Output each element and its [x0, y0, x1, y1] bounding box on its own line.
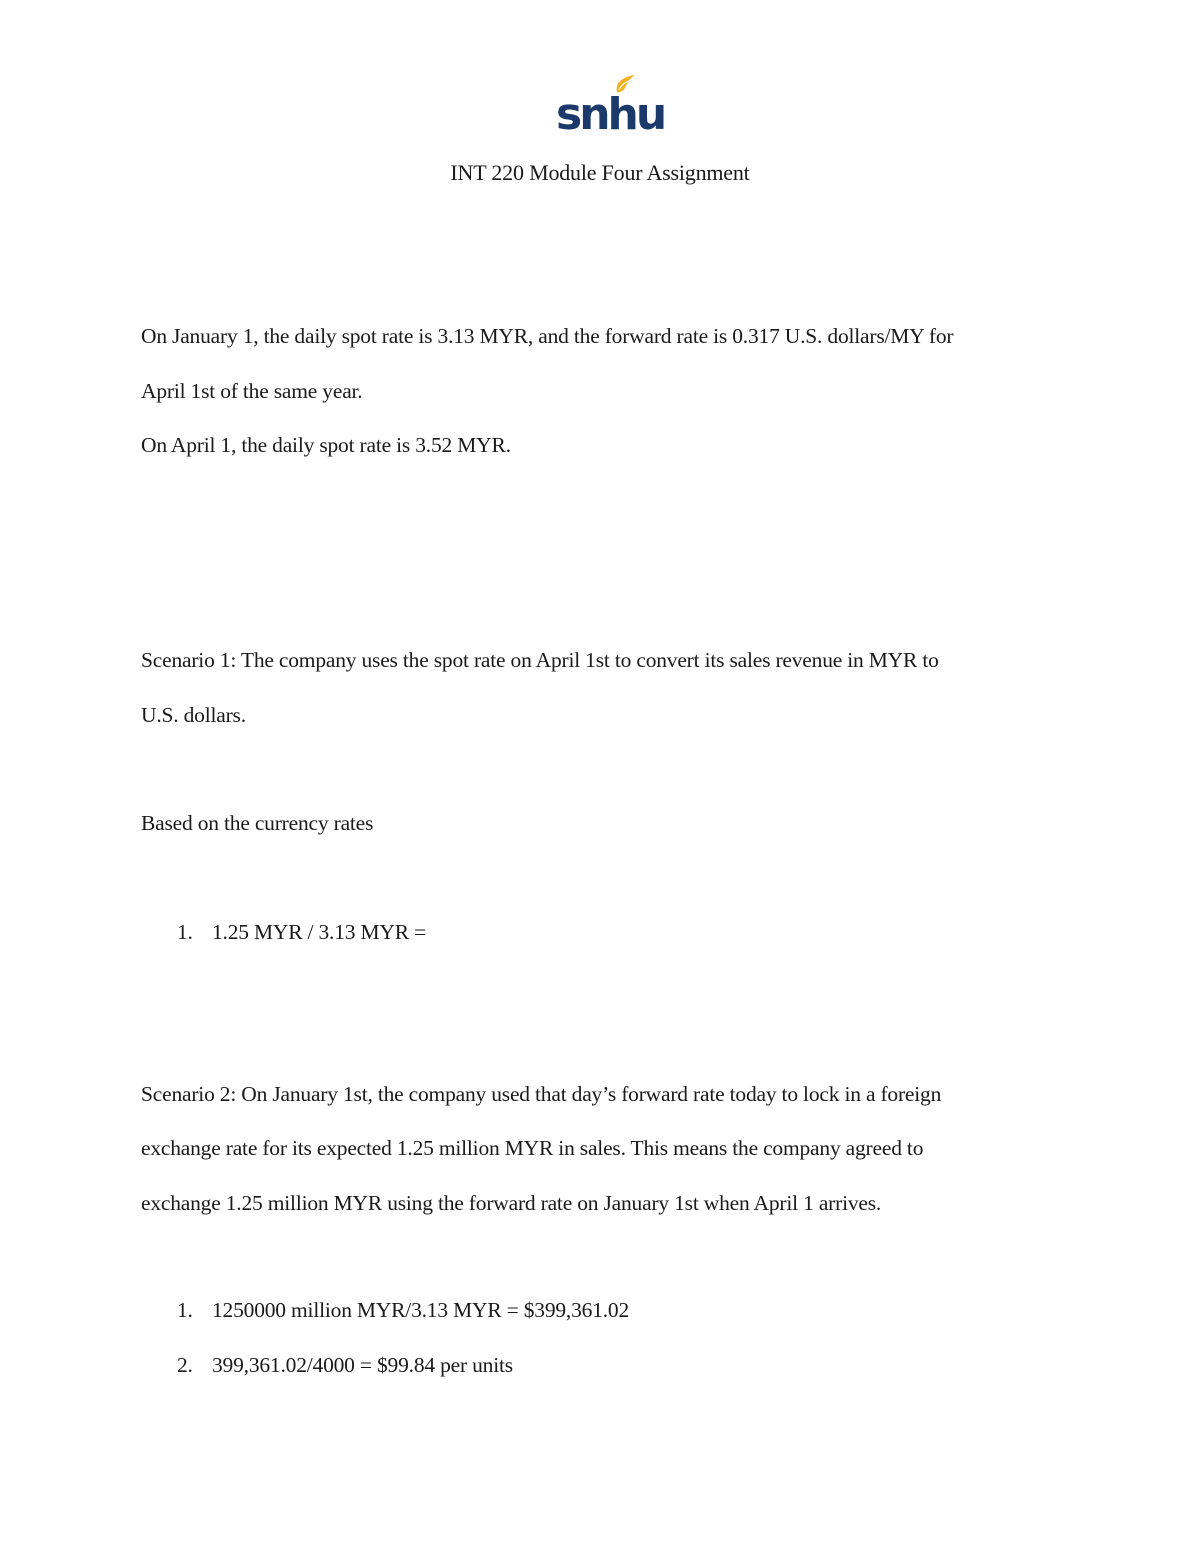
list-text: 1250000 million MYR/3.13 MYR = $399,361.02 [212, 1298, 630, 1322]
page-title: INT 220 Module Four Assignment [450, 160, 750, 185]
scenario-1-basis: Based on the currency rates [141, 811, 374, 835]
intro-paragraph-line-1: On January 1, the daily spot rate is 3.13 MYR, and the forward rate is 0.317 U.S. dollars/MY for [141, 324, 954, 348]
logo-text: snhu [556, 89, 665, 140]
scenario-2-line-3: exchange 1.25 million MYR using the forward rate on January 1st when April 1 arrives. [141, 1191, 882, 1215]
intro-paragraph-line-3: On April 1, the daily spot rate is 3.52 MYR. [141, 433, 511, 457]
scenario-1-line-2: U.S. dollars. [141, 703, 246, 727]
scenario-2-line-1: Scenario 2: On January 1st, the company used that day’s forward rate today to lock in a foreign [141, 1082, 942, 1106]
list-number: 1. [177, 1298, 193, 1322]
list-number: 2. [177, 1353, 193, 1377]
list-number: 1. [177, 920, 193, 944]
list-text: 1.25 MYR / 3.13 MYR = [212, 920, 426, 944]
list-text: 399,361.02/4000 = $99.84 per units [212, 1353, 513, 1377]
scenario-1-line-1: Scenario 1: The company uses the spot rate on April 1st to convert its sales revenue in MYR to [141, 648, 939, 672]
scenario-2-line-2: exchange rate for its expected 1.25 million MYR in sales. This means the company agreed to [141, 1136, 924, 1160]
intro-paragraph-line-2: April 1st of the same year. [141, 379, 363, 403]
snhu-logo [555, 72, 665, 140]
